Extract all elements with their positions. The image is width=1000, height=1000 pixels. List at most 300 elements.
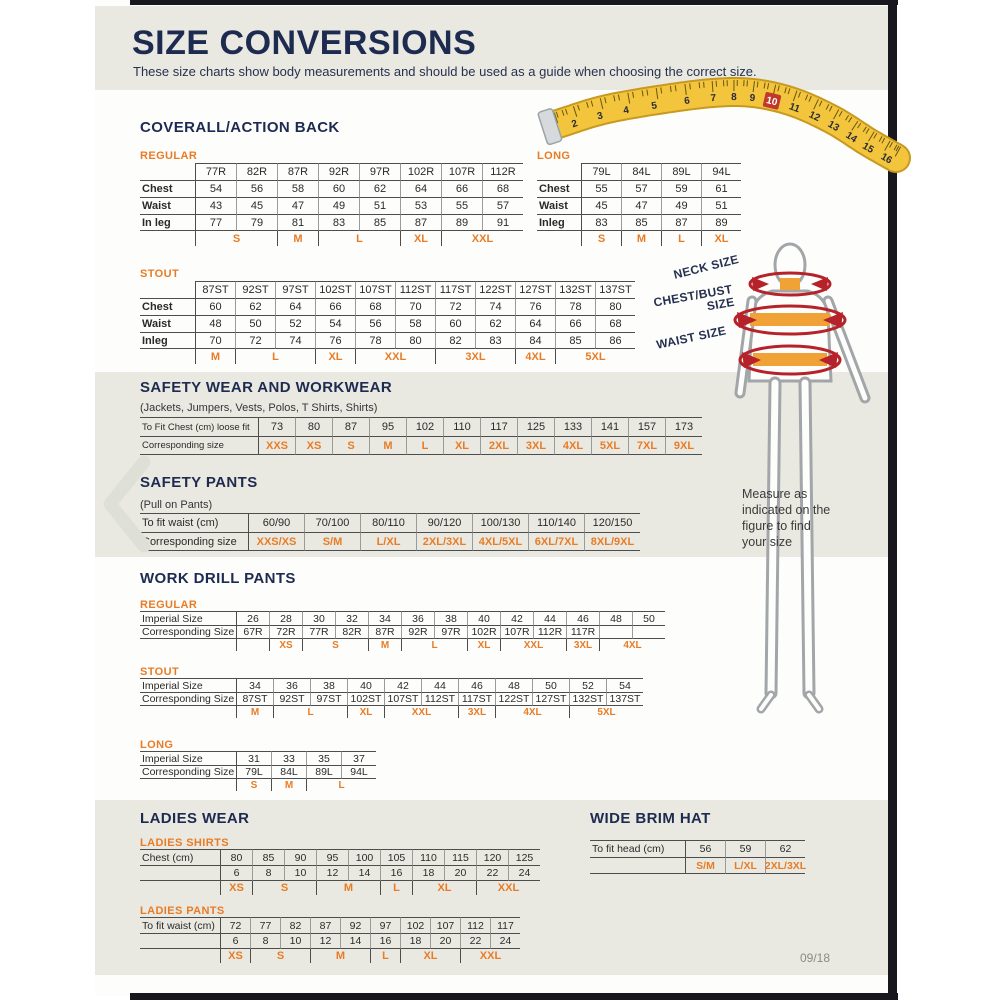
table-cell: 57 bbox=[621, 180, 661, 197]
neck-size-label: NECK SIZE bbox=[672, 252, 741, 282]
table-cell: 54 bbox=[195, 180, 236, 197]
table-cell: 4XL/5XL bbox=[472, 532, 528, 551]
size-band-cell: XS bbox=[220, 881, 252, 895]
table-cell: 20 bbox=[444, 865, 476, 881]
row-label: Chest (cm) bbox=[140, 849, 220, 865]
table-cell: 110 bbox=[412, 849, 444, 865]
table-cell: 37 bbox=[341, 751, 376, 765]
ladies-heading: LADIES WEAR bbox=[140, 810, 250, 827]
ladies-shirts-label: LADIES SHIRTS bbox=[140, 837, 229, 849]
table-cell: 87ST bbox=[195, 281, 235, 298]
table-cell: 58 bbox=[395, 315, 435, 332]
size-band-cell: 5XL bbox=[555, 349, 635, 364]
size-band-row bbox=[140, 706, 643, 718]
table-cell: 85 bbox=[555, 332, 595, 349]
table-cell: 58 bbox=[277, 180, 318, 197]
table-cell: 92 bbox=[340, 917, 370, 933]
svg-text:4: 4 bbox=[622, 104, 630, 117]
ladies-pants-label: LADIES PANTS bbox=[140, 905, 225, 917]
table-cell: 45 bbox=[581, 197, 621, 214]
table-cell: 117ST bbox=[458, 692, 495, 706]
table-cell: 10 bbox=[280, 933, 310, 949]
table-cell: 83 bbox=[581, 214, 621, 231]
table-cell: 89L bbox=[306, 765, 341, 779]
size-band-row bbox=[140, 231, 523, 246]
figure-waist-band bbox=[753, 353, 827, 366]
table-cell: 70/100 bbox=[304, 513, 360, 532]
wd-long-label: LONG bbox=[140, 739, 174, 751]
table-cell: 84L bbox=[271, 765, 306, 779]
page-subtitle: These size charts show body measurements and should be used as a guide when choosing the correct size. bbox=[133, 64, 757, 79]
table-cell: L/XL bbox=[360, 532, 416, 551]
page-edge-bottom bbox=[130, 993, 898, 1000]
table-cell: 133 bbox=[554, 417, 591, 436]
table-row bbox=[537, 197, 741, 214]
table-cell: 44 bbox=[421, 678, 458, 692]
figure-neck-band bbox=[780, 278, 800, 290]
table-row bbox=[590, 857, 805, 874]
size-band-cell: S bbox=[236, 779, 271, 791]
table-cell: 112ST bbox=[395, 281, 435, 298]
table-cell: XS bbox=[295, 436, 332, 455]
table-row bbox=[140, 917, 520, 933]
row-label: Corresponding size bbox=[140, 436, 258, 455]
table-cell: 95 bbox=[316, 849, 348, 865]
table-cell: 120 bbox=[476, 849, 508, 865]
table-cell: 89 bbox=[441, 214, 482, 231]
coverall-stout-table bbox=[140, 281, 635, 364]
table-cell: 55 bbox=[441, 197, 482, 214]
ladies-shirts-table bbox=[140, 849, 540, 895]
table-cell: 81 bbox=[277, 214, 318, 231]
size-band-cell: 4XL bbox=[495, 706, 569, 718]
table-cell: 94L bbox=[341, 765, 376, 779]
table-cell: 97R bbox=[434, 625, 467, 639]
table-cell: 74 bbox=[275, 332, 315, 349]
table-cell: 97R bbox=[359, 163, 400, 180]
table-cell: M bbox=[369, 436, 406, 455]
table-row bbox=[140, 417, 702, 436]
table-cell: 6 bbox=[220, 865, 252, 881]
table-cell: 47 bbox=[621, 197, 661, 214]
table-cell: 68 bbox=[482, 180, 523, 197]
size-band-cell: XL bbox=[412, 881, 476, 895]
row-label: Waist bbox=[537, 197, 581, 214]
table-cell: 85 bbox=[359, 214, 400, 231]
svg-text:12: 12 bbox=[806, 109, 822, 125]
table-cell: 92R bbox=[318, 163, 359, 180]
row-label: Chest bbox=[537, 180, 581, 197]
table-cell: 10 bbox=[284, 865, 316, 881]
table-cell: 137ST bbox=[595, 281, 635, 298]
table-cell: 7XL bbox=[628, 436, 665, 455]
size-band-cell: XS bbox=[269, 639, 302, 651]
table-row bbox=[140, 692, 643, 706]
table-cell: 60 bbox=[318, 180, 359, 197]
table-cell: 60 bbox=[195, 298, 235, 315]
coverall-stout-label: STOUT bbox=[140, 268, 180, 280]
table-cell: 59 bbox=[725, 840, 765, 857]
table-cell bbox=[599, 625, 632, 639]
hat-table bbox=[590, 840, 805, 874]
table-cell: 83 bbox=[475, 332, 515, 349]
table-cell: 51 bbox=[359, 197, 400, 214]
safety-pants-note: (Pull on Pants) bbox=[140, 499, 213, 511]
size-band-cell: XXL bbox=[500, 639, 566, 651]
table-cell: 24 bbox=[490, 933, 520, 949]
row-label bbox=[140, 933, 220, 949]
table-cell: 40 bbox=[467, 611, 500, 625]
table-cell: 157 bbox=[628, 417, 665, 436]
row-label: To fit waist (cm) bbox=[140, 513, 248, 532]
table-cell: 97ST bbox=[310, 692, 347, 706]
table-cell: 20 bbox=[430, 933, 460, 949]
table-cell: 47 bbox=[277, 197, 318, 214]
table-cell: 66 bbox=[555, 315, 595, 332]
svg-text:10: 10 bbox=[765, 95, 779, 109]
table-cell: 6 bbox=[220, 933, 250, 949]
table-cell: 18 bbox=[400, 933, 430, 949]
svg-text:5: 5 bbox=[650, 100, 658, 113]
table-cell: 92R bbox=[401, 625, 434, 639]
table-row bbox=[140, 163, 523, 180]
wd-regular-label: REGULAR bbox=[140, 599, 198, 611]
table-cell: 80 bbox=[595, 298, 635, 315]
table-cell: 80 bbox=[295, 417, 332, 436]
size-band-cell: XL bbox=[467, 639, 500, 651]
size-band-cell: M bbox=[316, 881, 380, 895]
table-cell: S bbox=[332, 436, 369, 455]
row-label: Corresponding Size bbox=[142, 766, 235, 778]
table-cell: 72 bbox=[435, 298, 475, 315]
table-cell: 16 bbox=[380, 865, 412, 881]
table-cell: 87ST bbox=[236, 692, 273, 706]
table-cell: 62 bbox=[359, 180, 400, 197]
page-number: 09/18 bbox=[800, 951, 831, 965]
size-band-row bbox=[140, 881, 540, 895]
row-label: Imperial Size bbox=[140, 751, 236, 765]
table-cell: S/M bbox=[304, 532, 360, 551]
table-cell: 173 bbox=[665, 417, 702, 436]
table-cell: S/M bbox=[685, 857, 725, 874]
table-cell: 3XL bbox=[517, 436, 554, 455]
table-cell: 112R bbox=[533, 625, 566, 639]
table-cell: 24 bbox=[508, 865, 540, 881]
row-label: Chest bbox=[140, 298, 195, 315]
table-cell: 107R bbox=[500, 625, 533, 639]
chevron-left-icon[interactable] bbox=[96, 452, 160, 556]
table-cell: 34 bbox=[368, 611, 401, 625]
table-cell: 40 bbox=[347, 678, 384, 692]
table-row bbox=[140, 849, 540, 865]
table-cell: 80/110 bbox=[360, 513, 416, 532]
table-row bbox=[140, 933, 520, 949]
size-band-cell: L bbox=[661, 231, 701, 246]
table-cell: 117 bbox=[480, 417, 517, 436]
page-edge-top bbox=[130, 0, 898, 5]
table-cell: 78 bbox=[555, 298, 595, 315]
row-label: Inleg bbox=[537, 214, 581, 231]
size-band-cell: XL bbox=[347, 706, 384, 718]
table-cell: 8XL/9XL bbox=[584, 532, 640, 551]
table-row bbox=[140, 214, 523, 231]
table-cell: L bbox=[406, 436, 443, 455]
table-cell: 73 bbox=[258, 417, 295, 436]
table-cell: 43 bbox=[195, 197, 236, 214]
wd-stout-label: STOUT bbox=[140, 666, 180, 678]
table-row bbox=[140, 332, 635, 349]
row-label: Imperial Size bbox=[140, 678, 236, 692]
table-cell: 95 bbox=[369, 417, 406, 436]
table-cell: 48 bbox=[599, 611, 632, 625]
table-cell: 59 bbox=[661, 180, 701, 197]
size-band-cell: S bbox=[250, 949, 310, 963]
table-cell: 64 bbox=[515, 315, 555, 332]
size-band-cell: 4XL bbox=[515, 349, 555, 364]
table-cell: 36 bbox=[401, 611, 434, 625]
table-row bbox=[140, 625, 665, 639]
table-cell: 36 bbox=[273, 678, 310, 692]
table-cell: 97ST bbox=[275, 281, 315, 298]
row-label: Inleg bbox=[140, 332, 195, 349]
table-cell: 141 bbox=[591, 417, 628, 436]
table-cell: 68 bbox=[355, 298, 395, 315]
row-label: To Fit Chest (cm) loose fit bbox=[140, 417, 258, 436]
table-row bbox=[140, 751, 376, 765]
page-title: SIZE CONVERSIONS bbox=[132, 24, 477, 62]
table-cell: 34 bbox=[236, 678, 273, 692]
size-band-cell: XL bbox=[701, 231, 741, 246]
size-band-cell: 4XL bbox=[599, 639, 665, 651]
table-cell: 12 bbox=[310, 933, 340, 949]
size-band-cell: XXL bbox=[384, 706, 458, 718]
table-cell: 86 bbox=[595, 332, 635, 349]
table-cell: 137ST bbox=[606, 692, 643, 706]
size-band-cell: L bbox=[306, 779, 376, 791]
table-cell: 107R bbox=[441, 163, 482, 180]
table-cell: 102ST bbox=[347, 692, 384, 706]
table-cell: L/XL bbox=[725, 857, 765, 874]
table-cell: 77 bbox=[195, 214, 236, 231]
table-cell: 92ST bbox=[273, 692, 310, 706]
size-band-row bbox=[140, 349, 635, 364]
row-label bbox=[590, 857, 685, 874]
size-band-cell: S bbox=[581, 231, 621, 246]
table-cell: 54 bbox=[606, 678, 643, 692]
table-cell: 90/120 bbox=[416, 513, 472, 532]
table-cell: 132ST bbox=[555, 281, 595, 298]
table-row bbox=[140, 298, 635, 315]
table-cell: 48 bbox=[195, 315, 235, 332]
size-band-cell bbox=[236, 639, 269, 651]
table-cell: 102 bbox=[400, 917, 430, 933]
table-cell: 90 bbox=[284, 849, 316, 865]
table-cell: 2XL bbox=[480, 436, 517, 455]
table-cell: 52 bbox=[275, 315, 315, 332]
table-cell: 46 bbox=[566, 611, 599, 625]
size-band-cell: M bbox=[277, 231, 318, 246]
table-cell: 42 bbox=[384, 678, 421, 692]
table-cell: 117R bbox=[566, 625, 599, 639]
table-cell: 120/150 bbox=[584, 513, 640, 532]
coverall-regular-table bbox=[140, 163, 523, 246]
table-cell: 64 bbox=[400, 180, 441, 197]
coverall-heading: COVERALL/ACTION BACK bbox=[140, 119, 340, 136]
table-cell: 74 bbox=[475, 298, 515, 315]
safety-wear-table bbox=[140, 417, 702, 455]
table-cell: 127ST bbox=[532, 692, 569, 706]
table-cell: 125 bbox=[517, 417, 554, 436]
svg-text:2: 2 bbox=[570, 118, 580, 131]
size-band-cell: L bbox=[401, 639, 467, 651]
row-label bbox=[140, 163, 195, 180]
table-row bbox=[590, 840, 805, 857]
table-cell: 38 bbox=[310, 678, 347, 692]
size-band-cell: M bbox=[310, 949, 370, 963]
table-row bbox=[537, 214, 741, 231]
table-cell: 122ST bbox=[475, 281, 515, 298]
table-cell: 70 bbox=[395, 298, 435, 315]
table-cell: 78 bbox=[355, 332, 395, 349]
table-cell: 22 bbox=[460, 933, 490, 949]
table-cell: XXS/XS bbox=[248, 532, 304, 551]
table-cell: 115 bbox=[444, 849, 476, 865]
figure-caption: Measure as indicated on the figure to find your size bbox=[742, 487, 831, 549]
table-cell: 16 bbox=[370, 933, 400, 949]
table-cell: 9XL bbox=[665, 436, 702, 455]
svg-text:3: 3 bbox=[596, 110, 605, 123]
table-cell: 72 bbox=[220, 917, 250, 933]
svg-text:6: 6 bbox=[683, 95, 691, 108]
table-cell: 56 bbox=[355, 315, 395, 332]
table-cell: 72 bbox=[235, 332, 275, 349]
table-cell: 48 bbox=[495, 678, 532, 692]
size-band-cell: M bbox=[271, 779, 306, 791]
safety-wear-heading: SAFETY WEAR AND WORKWEAR bbox=[140, 379, 393, 396]
table-cell: 2XL/3XL bbox=[765, 857, 805, 874]
table-cell: 117 bbox=[490, 917, 520, 933]
row-label: Waist bbox=[140, 197, 195, 214]
table-cell: 89 bbox=[701, 214, 741, 231]
table-cell: 56 bbox=[685, 840, 725, 857]
table-cell: 38 bbox=[434, 611, 467, 625]
row-label: Corresponding size bbox=[140, 532, 248, 551]
table-row bbox=[140, 315, 635, 332]
table-cell: 6XL/7XL bbox=[528, 532, 584, 551]
table-cell: 2XL/3XL bbox=[416, 532, 472, 551]
row-label: Imperial Size bbox=[140, 611, 236, 625]
row-label: Chest bbox=[140, 180, 195, 197]
row-label: In leg bbox=[140, 214, 195, 231]
size-band-row bbox=[537, 231, 741, 246]
table-row bbox=[140, 611, 665, 625]
table-cell: 44 bbox=[533, 611, 566, 625]
table-cell: 64 bbox=[275, 298, 315, 315]
table-cell: 77R bbox=[195, 163, 236, 180]
table-cell: 85 bbox=[621, 214, 661, 231]
table-cell: 68 bbox=[595, 315, 635, 332]
size-band-cell: XS bbox=[220, 949, 250, 963]
table-cell: 32 bbox=[335, 611, 368, 625]
table-cell: 107ST bbox=[384, 692, 421, 706]
table-cell: 62 bbox=[475, 315, 515, 332]
table-cell: 22 bbox=[476, 865, 508, 881]
table-cell: 110 bbox=[443, 417, 480, 436]
table-cell: 112ST bbox=[421, 692, 458, 706]
hat-heading: WIDE BRIM HAT bbox=[590, 810, 711, 827]
table-cell: 18 bbox=[412, 865, 444, 881]
row-label: To fit head (cm) bbox=[590, 840, 685, 857]
size-band-cell: XL bbox=[315, 349, 355, 364]
table-cell: 52 bbox=[569, 678, 606, 692]
table-cell: 79L bbox=[581, 163, 621, 180]
size-band-cell: 3XL bbox=[435, 349, 515, 364]
table-cell bbox=[632, 625, 665, 639]
size-band-cell: XL bbox=[400, 231, 441, 246]
table-cell: 8 bbox=[250, 933, 280, 949]
table-cell: 122ST bbox=[495, 692, 532, 706]
size-band-cell: L bbox=[273, 706, 347, 718]
ladies-pants-table bbox=[140, 917, 520, 963]
table-cell: 87 bbox=[310, 917, 340, 933]
table-cell: 87 bbox=[661, 214, 701, 231]
svg-text:8: 8 bbox=[731, 91, 737, 104]
waist-size-label: WAIST SIZE bbox=[655, 323, 728, 352]
size-band-cell: 3XL bbox=[458, 706, 495, 718]
table-cell: 53 bbox=[400, 197, 441, 214]
size-band-cell: M bbox=[368, 639, 401, 651]
table-cell: 45 bbox=[236, 197, 277, 214]
table-cell: XXS bbox=[258, 436, 295, 455]
table-row bbox=[140, 281, 635, 298]
row-label: To fit waist (cm) bbox=[140, 917, 220, 933]
table-cell: 76 bbox=[315, 332, 355, 349]
table-cell: 62 bbox=[765, 840, 805, 857]
safety-pants-heading: SAFETY PANTS bbox=[140, 474, 258, 491]
chest-bust-size-label: CHEST/BUST SIZE bbox=[652, 281, 736, 314]
table-cell: 94L bbox=[701, 163, 741, 180]
table-row bbox=[140, 197, 523, 214]
table-cell: 107 bbox=[430, 917, 460, 933]
wd-long-table bbox=[140, 751, 376, 791]
row-label bbox=[140, 865, 220, 881]
table-cell: 66 bbox=[441, 180, 482, 197]
svg-text:9: 9 bbox=[748, 92, 756, 105]
size-band-cell: M bbox=[195, 349, 235, 364]
table-cell: 100 bbox=[348, 849, 380, 865]
table-cell: 79L bbox=[236, 765, 271, 779]
row-label: Waist bbox=[140, 315, 195, 332]
table-row bbox=[140, 436, 702, 455]
table-cell: 60/90 bbox=[248, 513, 304, 532]
table-cell: 50 bbox=[235, 315, 275, 332]
table-cell: 49 bbox=[661, 197, 701, 214]
table-cell: 46 bbox=[458, 678, 495, 692]
size-band-cell: 3XL bbox=[566, 639, 599, 651]
size-band-cell: S bbox=[302, 639, 368, 651]
table-row bbox=[140, 678, 643, 692]
table-cell: 91 bbox=[482, 214, 523, 231]
table-cell: 50 bbox=[632, 611, 665, 625]
table-cell: 12 bbox=[316, 865, 348, 881]
table-cell: 72R bbox=[269, 625, 302, 639]
row-label bbox=[140, 281, 195, 298]
table-cell: 35 bbox=[306, 751, 341, 765]
table-cell: 110/140 bbox=[528, 513, 584, 532]
coverall-long-label: LONG bbox=[537, 150, 571, 162]
table-cell: 80 bbox=[395, 332, 435, 349]
table-cell: 77R bbox=[302, 625, 335, 639]
